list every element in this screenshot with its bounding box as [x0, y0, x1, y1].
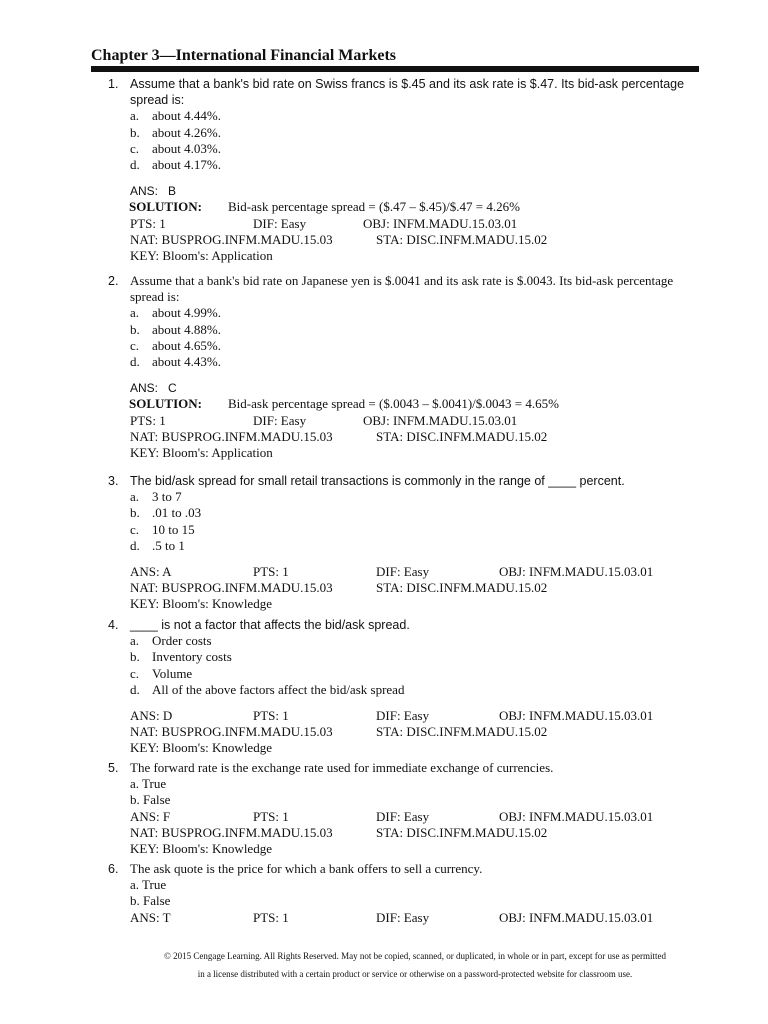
question-number: 1.	[108, 77, 119, 91]
meta-row	[130, 248, 708, 264]
question-number: 3.	[108, 474, 119, 488]
objective: OBJ: INFM.MADU.15.03.01	[499, 564, 654, 580]
question-2	[108, 273, 708, 461]
choice-item: c. 10 to 15	[130, 521, 195, 537]
state-standard: STA: DISC.INFM.MADU.15.02	[376, 824, 548, 840]
solution-text: Bid-ask percentage spread = ($.0043 – $.0041)/$.0043 = 4.65%	[228, 396, 559, 412]
difficulty: DIF: Easy	[253, 412, 307, 428]
state-standard: STA: DISC.INFM.MADU.15.02	[376, 580, 548, 596]
state-standard: STA: DISC.INFM.MADU.15.02	[376, 231, 548, 247]
keyword: KEY: Bloom's: Knowledge	[130, 596, 272, 612]
choice-list	[130, 108, 708, 173]
answer-value: ANS: T	[130, 909, 171, 925]
choice-item: b. .01 to .03	[130, 505, 202, 521]
solution-text: Bid-ask percentage spread = ($.47 – $.45)/$.47 = 4.26%	[228, 199, 520, 215]
answer-line: ANS: C	[130, 381, 177, 396]
solution-label: SOLUTION:	[129, 199, 202, 215]
choice-item: b. Inventory costs	[130, 649, 232, 665]
difficulty: DIF: Easy	[376, 909, 430, 925]
difficulty: DIF: Easy	[253, 215, 307, 231]
objective: OBJ: INFM.MADU.15.03.01	[363, 215, 518, 231]
keyword: KEY: Bloom's: Knowledge	[130, 740, 272, 756]
choice-item: a. True	[130, 776, 167, 792]
choice-item: d. about 4.43%.	[130, 354, 221, 370]
meta-row	[130, 232, 708, 248]
question-4	[108, 617, 708, 757]
question-number: 2.	[108, 274, 119, 288]
question-number: 5.	[108, 761, 119, 775]
choice-item: d. All of the above factors affect the bid/ask spread	[130, 681, 405, 697]
meta-row	[130, 596, 708, 612]
solution	[129, 396, 708, 412]
difficulty: DIF: Easy	[376, 564, 430, 580]
chapter-title: Chapter 3—International Financial Markets	[91, 47, 397, 64]
points: PTS: 1	[253, 909, 289, 925]
solution	[129, 199, 708, 215]
question-number: 6.	[108, 862, 119, 876]
keyword: KEY: Bloom's: Application	[130, 248, 273, 263]
choice-item: c. Volume	[130, 665, 193, 681]
answer-value: C	[168, 381, 177, 396]
copyright-line-2: in a license distributed with a certain product or service or otherwise on a password-protected website for classroom use.	[197, 969, 633, 979]
copyright-footer	[120, 947, 710, 983]
national-standard: NAT: BUSPROG.INFM.MADU.15.03	[130, 231, 333, 247]
question-text: ____ is not a factor that affects the bid/ask spread.	[130, 618, 410, 632]
choice-item: a. True	[130, 877, 167, 893]
keyword: KEY: Bloom's: Knowledge	[130, 840, 272, 856]
choice-item: a. about 4.44%.	[130, 108, 221, 124]
question-text: Assume that a bank's bid rate on Swiss francs is $.45 and its ask rate is $.47. Its bid-ask percentage spread is:	[130, 77, 685, 108]
points: PTS: 1	[253, 808, 289, 824]
meta-row	[130, 564, 708, 580]
title-rule	[91, 66, 699, 72]
question-number: 4.	[108, 618, 119, 632]
difficulty: DIF: Easy	[376, 708, 430, 724]
meta-row	[130, 445, 708, 461]
objective: OBJ: INFM.MADU.15.03.01	[499, 708, 654, 724]
copyright-line-1: © 2015 Cengage Learning. All Rights Reserved. May not be copied, scanned, or duplicated, in whole or in part, except for use as permitted	[164, 951, 666, 961]
state-standard: STA: DISC.INFM.MADU.15.02	[376, 724, 548, 740]
answer-value: B	[168, 184, 177, 199]
national-standard: NAT: BUSPROG.INFM.MADU.15.03	[130, 824, 333, 840]
keyword: KEY: Bloom's: Application	[130, 445, 273, 460]
choice-item: b. False	[130, 792, 171, 808]
answer-value: ANS: F	[130, 808, 171, 824]
choice-list	[130, 633, 708, 698]
meta-row	[130, 413, 708, 429]
national-standard: NAT: BUSPROG.INFM.MADU.15.03	[130, 580, 333, 596]
meta-row	[130, 724, 708, 740]
objective: OBJ: INFM.MADU.15.03.01	[499, 909, 654, 925]
question-text: Assume that a bank's bid rate on Japanese yen is $.0041 and its ask rate is $.0043. Its bid-ask percentage spread is:	[130, 273, 674, 305]
choice-item: d. .5 to 1	[130, 537, 185, 553]
question-5	[108, 760, 708, 857]
objective: OBJ: INFM.MADU.15.03.01	[363, 412, 518, 428]
choice-item: c. about 4.65%.	[130, 337, 221, 353]
meta-row	[130, 740, 708, 756]
points: PTS: 1	[253, 708, 289, 724]
meta-row	[130, 910, 708, 926]
points: PTS: 1	[253, 564, 289, 580]
choice-item: b. about 4.88%.	[130, 321, 221, 337]
choice-item: b. about 4.26%.	[130, 124, 221, 140]
question-3	[108, 473, 708, 613]
points: PTS: 1	[130, 215, 166, 231]
meta-row	[130, 580, 708, 596]
solution-label: SOLUTION:	[129, 396, 202, 412]
answer-value: ANS: D	[130, 708, 173, 724]
meta-row	[130, 841, 708, 857]
choice-item: a. Order costs	[130, 633, 212, 649]
national-standard: NAT: BUSPROG.INFM.MADU.15.03	[130, 724, 333, 740]
national-standard: NAT: BUSPROG.INFM.MADU.15.03	[130, 428, 333, 444]
choice-item: c. about 4.03%.	[130, 140, 221, 156]
question-6	[108, 861, 708, 926]
answer-value: ANS: A	[130, 564, 172, 580]
choice-list	[130, 877, 708, 909]
choice-list	[130, 489, 708, 554]
state-standard: STA: DISC.INFM.MADU.15.02	[376, 428, 548, 444]
meta-row	[130, 429, 708, 445]
points: PTS: 1	[130, 412, 166, 428]
question-1	[108, 76, 708, 264]
objective: OBJ: INFM.MADU.15.03.01	[499, 808, 654, 824]
question-text: The bid/ask spread for small retail transactions is commonly in the range of ____ percent.	[130, 474, 625, 488]
choice-list	[130, 305, 708, 370]
meta-row	[130, 216, 708, 232]
difficulty: DIF: Easy	[376, 808, 430, 824]
choice-item: a. 3 to 7	[130, 489, 182, 505]
choice-list	[130, 776, 708, 808]
meta-row	[130, 825, 708, 841]
question-text: The forward rate is the exchange rate used for immediate exchange of currencies.	[130, 760, 554, 775]
question-text: The ask quote is the price for which a bank offers to sell a currency.	[130, 861, 483, 876]
choice-item: b. False	[130, 893, 171, 909]
meta-row	[130, 809, 708, 825]
choice-item: d. about 4.17%.	[130, 157, 221, 173]
meta-row	[130, 708, 708, 724]
answer-line: ANS: B	[130, 184, 177, 199]
choice-item: a. about 4.99%.	[130, 305, 221, 321]
